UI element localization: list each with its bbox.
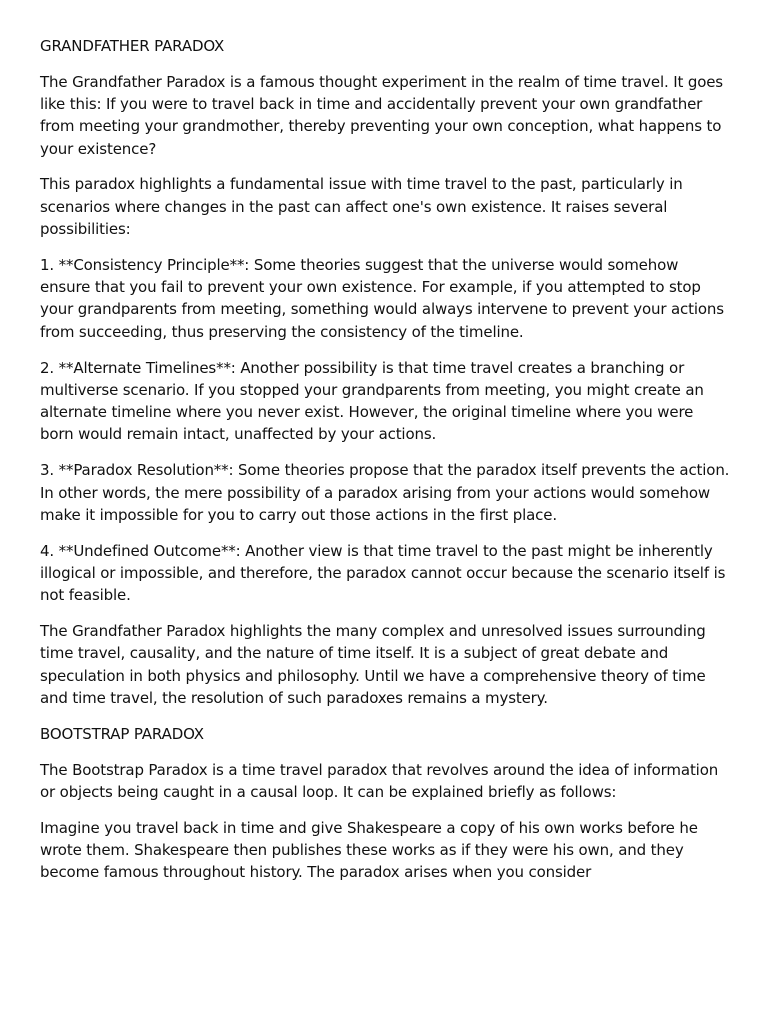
paragraph: 3. **Paradox Resolution**: Some theories propose that the paradox itself prevents the action. In other words, the mere possibility of a paradox arising from your actions would somehow make it impossible for you to carry out those actions in the first place. [40, 461, 730, 524]
paragraph: The Grandfather Paradox highlights the many complex and unresolved issues surrounding time travel, causality, and the nature of time itself. It is a subject of great debate and speculation in both physics and philosophy. Until we have a comprehensive theory of time and time travel, the resolution of such paradoxes remains a mystery. [40, 622, 706, 707]
section-heading-grandfather: GRANDFATHER PARADOX [40, 37, 225, 55]
section-heading-bootstrap: BOOTSTRAP PARADOX [40, 724, 204, 743]
paragraph: 2. **Alternate Timelines**: Another possibility is that time travel creates a branching or multiverse scenario. If you stopped your grandparents from meeting, you might create an alternate timeline where you never exist. However, the original timeline where you were born would remain intact, unaffected by your actions. [40, 358, 704, 444]
document-page [40, 35, 730, 897]
paragraph: 1. **Consistency Principle**: Some theories suggest that the universe would somehow ensure that you fail to prevent your own existence. For example, if you attempted to stop your grandparents from meeting, something would always intervene to prevent your actions from succeeding, thus preserving the consistency of the timeline. [40, 255, 724, 341]
paragraph: This paradox highlights a fundamental issue with time travel to the past, particularly in scenarios where changes in the past can affect one's own existence. It raises several possibilities: [40, 175, 683, 239]
paragraph: 4. **Undefined Outcome**: Another view is that time travel to the past might be inherently illogical or impossible, and therefore, the paradox cannot occur because the scenario itself is not feasible. [40, 541, 726, 605]
paragraph: Imagine you travel back in time and give Shakespeare a copy of his own works before he wrote them. Shakespeare then publishes these works as if they were his own, and they become famous throughout history. The paradox arises when you consider [40, 818, 698, 882]
paragraph: The Grandfather Paradox is a famous thought experiment in the realm of time travel. It goes like this: If you were to travel back in time and accidentally prevent your own grandfather from meeting your grandmother, thereby preventing your own conception, what happens to your existence? [40, 72, 723, 158]
paragraph: The Bootstrap Paradox is a time travel paradox that revolves around the idea of information or objects being caught in a causal loop. It can be explained briefly as follows: [40, 760, 719, 801]
